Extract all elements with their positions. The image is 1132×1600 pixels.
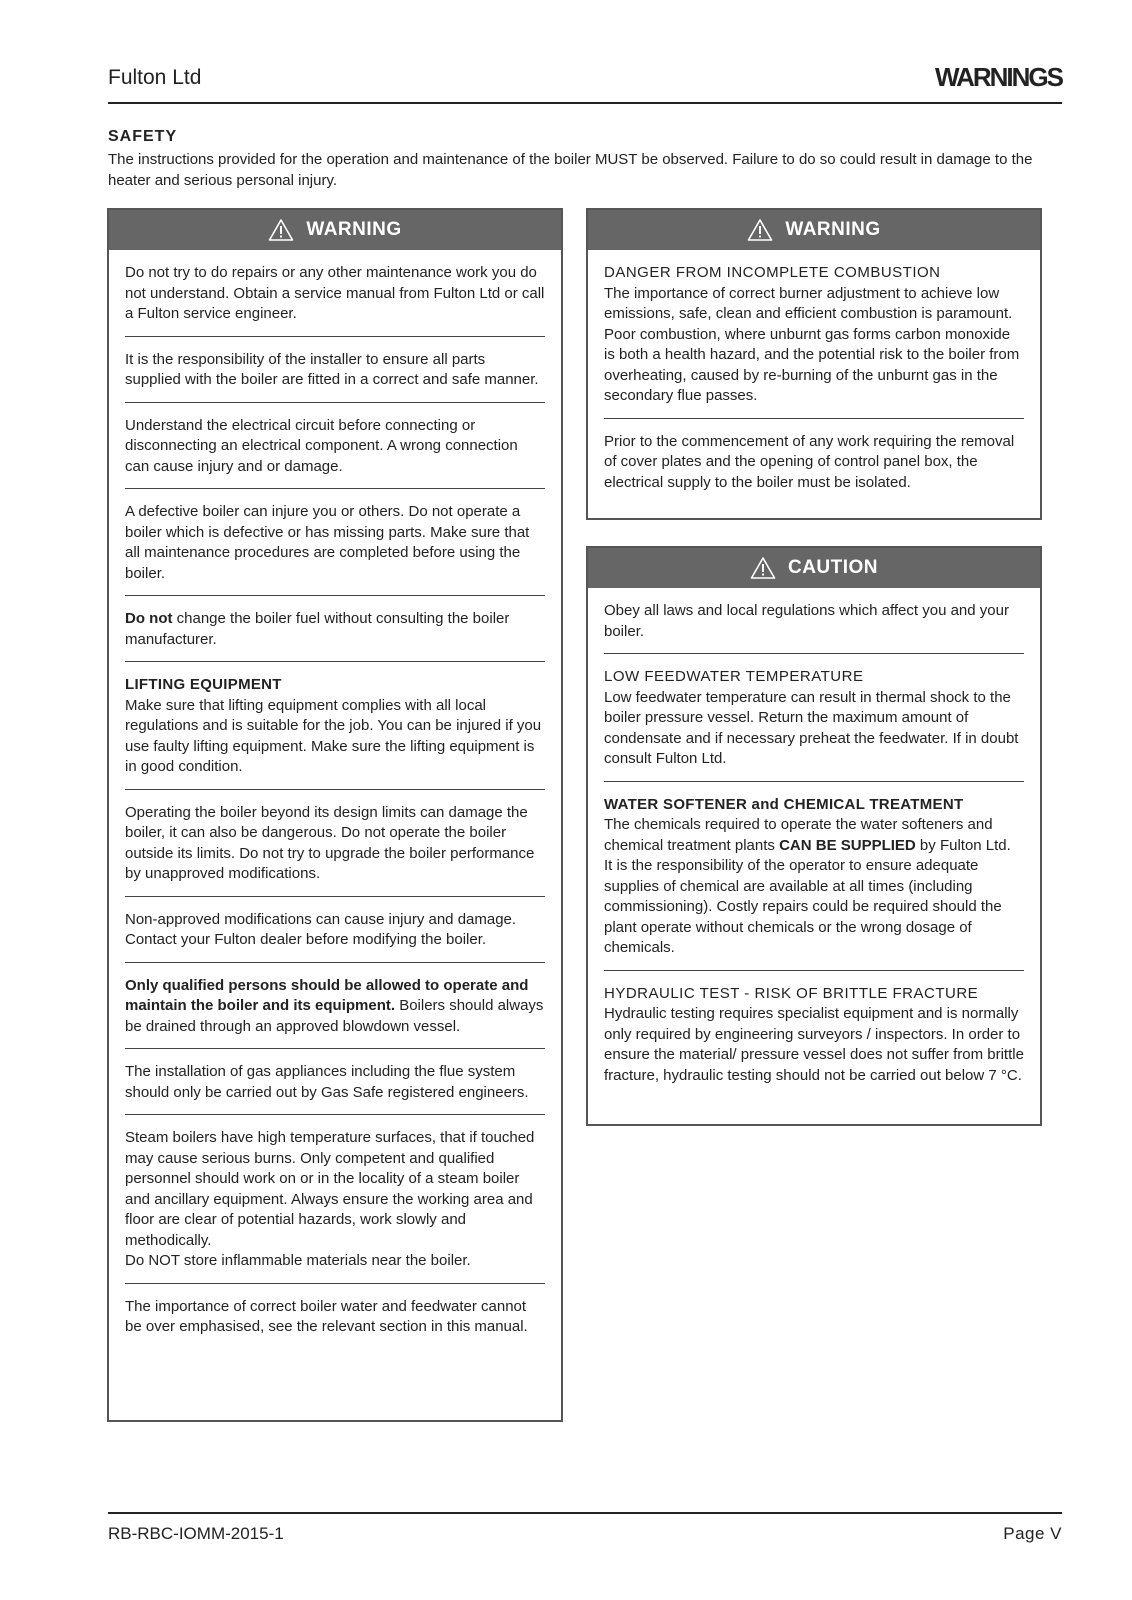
document-code: RB-RBC-IOMM-2015-1 (108, 1524, 284, 1543)
list-item: LOW FEEDWATER TEMPERATURE Low feedwater temperature can result in thermal shock to the boiler pressure vessel. Return the maximum amount of condensate and if necessary preheat the feedwater. If in doubt consult Fulton Ltd. (604, 654, 1024, 782)
list-item: Do not try to do repairs or any other maintenance work you do not understand. Obtain a service manual from Fulton Ltd or call a Fulton service engineer. (125, 250, 545, 337)
list-item: Understand the electrical circuit before connecting or disconnecting an electrical component. A wrong connection can cause injury and or damage. (125, 403, 545, 490)
left-warning-box (107, 208, 563, 1422)
warning-heading: WARNING (306, 219, 402, 240)
list-item: The installation of gas appliances including the flue system should only be carried out by Gas Safe registered engineers. (125, 1049, 545, 1115)
list-item: A defective boiler can injure you or others. Do not operate a boiler which is defective or has missing parts. Make sure that all maintenance procedures are completed before using the boiler. (125, 489, 545, 596)
list-item: WATER SOFTENER and CHEMICAL TREATMENT The chemicals required to operate the water softeners and chemical treatment plants CAN BE SUPPLIED by Fulton Ltd. It is the responsibility of the operator to ensure adequate supplies of chemical are available at all times (including commissioning). Costly repairs could be required should the plant operate without chemicals or the wrong dosage of chemicals. (604, 782, 1024, 971)
item-title: LOW FEEDWATER TEMPERATURE (604, 668, 864, 685)
page-header (108, 60, 1062, 104)
item-title: DANGER FROM INCOMPLETE COMBUSTION (604, 264, 941, 281)
company-name: Fulton Ltd (108, 66, 202, 89)
section-title: WARNINGS (935, 62, 1062, 92)
list-item: LIFTING EQUIPMENT Make sure that lifting equipment complies with all local regulations and is suitable for the job. You can be injured if you use faulty lifting equipment. Make sure the lifting equipment is in good condition. (125, 662, 545, 790)
warning-triangle-icon (750, 556, 776, 580)
safety-text: The instructions provided for the operation and maintenance of the boiler MUST be observed. Failure to do so could result in damage to the heater and serious personal injury. (108, 151, 1033, 189)
caution-box (586, 546, 1042, 1126)
safety-title: SAFETY (108, 128, 178, 145)
warning-header (109, 210, 561, 250)
list-item: Do not change the boiler fuel without consulting the boiler manufacturer. (125, 596, 545, 662)
warning-header (588, 210, 1040, 250)
item-title: WATER SOFTENER and CHEMICAL TREATMENT (604, 795, 964, 813)
item-title: HYDRAULIC TEST - RISK OF BRITTLE FRACTURE (604, 984, 979, 1002)
right-warning-box (586, 208, 1042, 520)
page-number: Page V (1003, 1524, 1062, 1543)
page-footer (108, 1512, 1062, 1543)
list-item: The importance of correct boiler water and feedwater cannot be over emphasised, see the relevant section in this manual. (125, 1297, 528, 1335)
caution-header (588, 548, 1040, 588)
list-item: DANGER FROM INCOMPLETE COMBUSTION The importance of correct burner adjustment to achieve low emissions, safe, clean and efficient combustion is paramount. Poor combustion, where unburnt gas forms carbon monoxide is both a health hazard, and the potential risk to the boiler from overheating, caused by re-burning of the unburnt gas in the secondary flue passes. (604, 250, 1024, 419)
caution-heading: CAUTION (787, 557, 879, 578)
list-item: Obey all laws and local regulations which affect you and your boiler. (604, 588, 1024, 654)
list-item: It is the responsibility of the installer to ensure all parts supplied with the boiler are fitted in a correct and safe manner. (125, 337, 545, 403)
warning-triangle-icon (747, 218, 773, 242)
warning-heading: WARNING (785, 219, 881, 240)
list-item: Prior to the commencement of any work requiring the removal of cover plates and the opening of control panel box, the electrical supply to the boiler must be isolated. (604, 432, 1015, 491)
list-item: Only qualified persons should be allowed to operate and maintain the boiler and its equipment. Boilers should always be drained through an approved blowdown vessel. (125, 963, 545, 1050)
item-title: LIFTING EQUIPMENT (125, 676, 282, 693)
list-item: Operating the boiler beyond its design limits can damage the boiler, it can also be dangerous. Do not operate the boiler outside its limits. Do not try to upgrade the boiler performance by unapproved modifications. (125, 790, 545, 897)
warning-triangle-icon (268, 218, 294, 242)
list-item: Steam boilers have high temperature surfaces, that if touched may cause serious burns. Only competent and qualified personnel should work on or in the locality of a steam boiler and ancillary equipment. Always ensure the working area and floor are clear of potential hazards, work slowly and methodically. Do NOT store inflammable materials near the boiler. (125, 1115, 545, 1284)
list-item: HYDRAULIC TEST - RISK OF BRITTLE FRACTURE Hydraulic testing requires specialist equipment and is normally only required by engineering surveyors / inspectors. In order to ensure the material/ pressure vessel does not suffer from brittle fracture, hydraulic testing should not be carried out below 7 °C. (604, 984, 1024, 1084)
safety-section (108, 128, 1068, 191)
list-item: Non-approved modifications can cause injury and damage. Contact your Fulton dealer before modifying the boiler. (125, 897, 545, 963)
